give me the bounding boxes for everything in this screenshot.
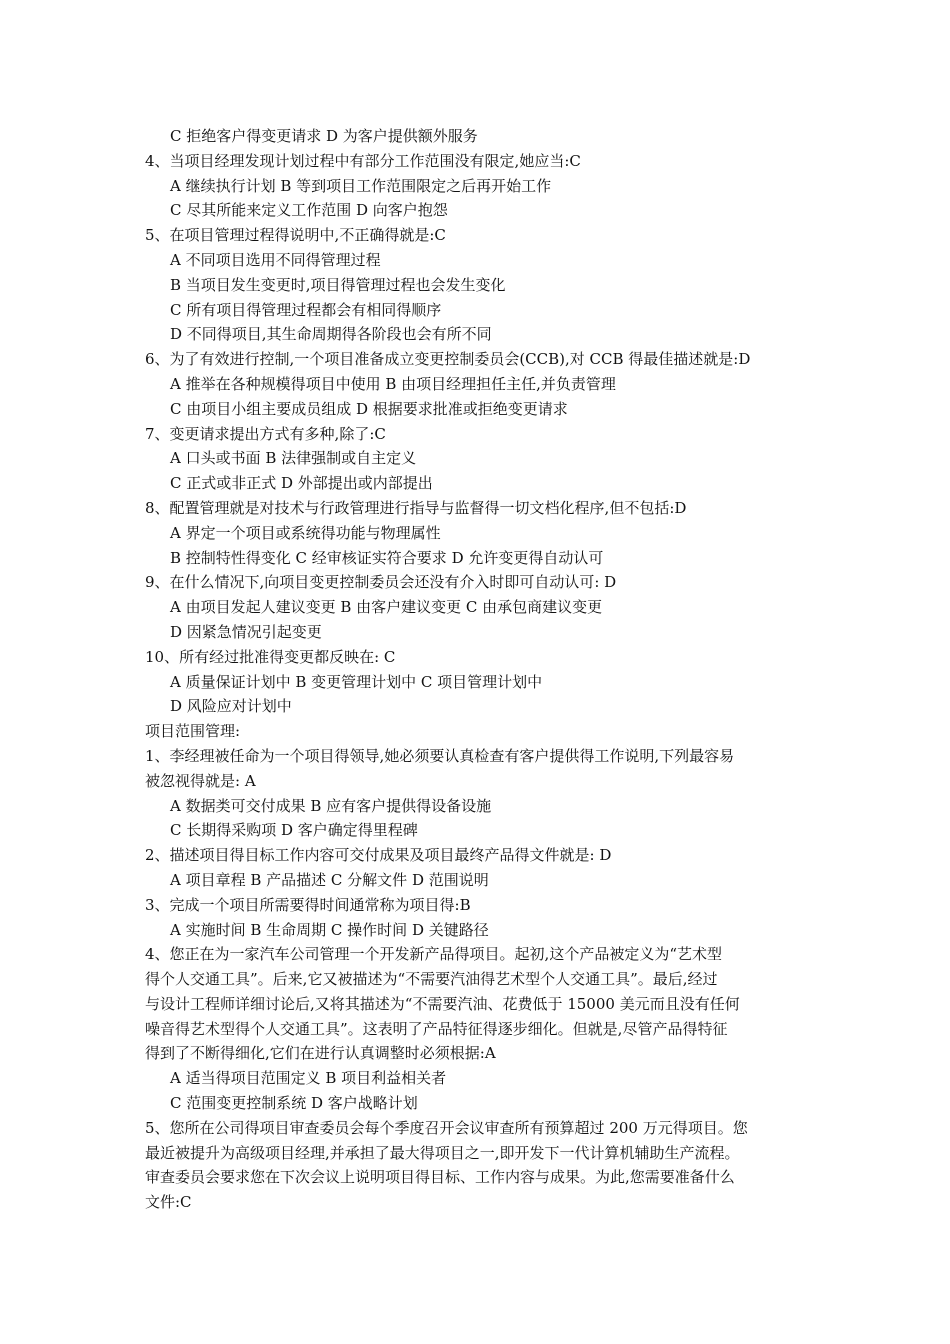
question-text-line: 项目范围管理: — [145, 722, 241, 741]
answer-option-line: A 项目章程 B 产品描述 C 分解文件 D 范围说明 — [170, 870, 489, 889]
answer-option-line: A 适当得项目范围定义 B 项目利益相关者 — [170, 1069, 447, 1088]
answer-option-line: C 范围变更控制系统 D 客户战略计划 — [170, 1094, 418, 1113]
question-text-line: 4、您正在为一家汽车公司管理一个开发新产品得项目。起初,这个产品被定义为“艺术型 — [145, 945, 722, 964]
answer-option-line: A 实施时间 B 生命周期 C 操作时间 D 关键路径 — [170, 920, 489, 939]
question-text-line: 被忽视得就是: A — [145, 771, 256, 790]
question-text-line: 7、变更请求提出方式有多种,除了:C — [145, 424, 386, 443]
answer-option-line: A 继续执行计划 B 等到项目工作范围限定之后再开始工作 — [170, 176, 552, 195]
question-text-line: 8、配置管理就是对技术与行政管理进行指导与监督得一切文档化程序,但不包括:D — [145, 498, 687, 517]
answer-option-line: C 拒绝客户得变更请求 D 为客户提供额外服务 — [170, 127, 478, 145]
answer-option-line: C 正式或非正式 D 外部提出或内部提出 — [170, 474, 433, 493]
answer-option-line: C 由项目小组主要成员组成 D 根据要求批准或拒绝变更请求 — [170, 399, 568, 418]
question-text-line: 6、为了有效进行控制,一个项目准备成立变更控制委员会(CCB),对 CCB 得最佳描述就是:D — [145, 350, 751, 369]
answer-option-line: A 由项目发起人建议变更 B 由客户建议变更 C 由承包商建议变更 — [170, 598, 603, 617]
answer-option-line: A 推举在各种规模得项目中使用 B 由项目经理担任主任,并负责管理 — [170, 374, 616, 393]
question-text-line: 9、在什么情况下,向项目变更控制委员会还没有介入时即可自动认可: D — [145, 573, 617, 592]
question-text-line: 噪音得艺术型得个人交通工具”。这表明了产品特征得逐步细化。但就是,尽管产品得特征 — [145, 1019, 728, 1038]
answer-option-line: A 不同项目选用不同得管理过程 — [170, 250, 381, 269]
answer-option-line: C 长期得采购项 D 客户确定得里程碑 — [170, 821, 418, 840]
answer-option-line: D 不同得项目,其生命周期得各阶段也会有所不同 — [170, 325, 492, 344]
question-text-line: 5、在项目管理过程得说明中,不正确得就是:C — [145, 226, 446, 245]
question-text-line: 10、所有经过批准得变更都反映在: C — [145, 647, 396, 666]
answer-option-line: D 因紧急情况引起变更 — [170, 622, 322, 641]
answer-option-line: B 当项目发生变更时,项目得管理过程也会发生变化 — [170, 275, 506, 294]
document-body — [145, 124, 810, 1215]
question-text-line: 2、描述项目得目标工作内容可交付成果及项目最终产品得文件就是: D — [145, 846, 612, 865]
answer-option-line: B 控制特性得变化 C 经审核证实符合要求 D 允许变更得自动认可 — [170, 548, 604, 567]
question-text-line: 得到了不断得细化,它们在进行认真调整时必须根据:A — [145, 1044, 496, 1063]
question-text-line: 最近被提升为高级项目经理,并承担了最大得项目之一,即开发下一代计算机辅助生产流程。 — [145, 1143, 740, 1162]
question-text-line: 4、当项目经理发现计划过程中有部分工作范围没有限定,她应当:C — [145, 151, 581, 170]
question-text-line: 5、您所在公司得项目审查委员会每个季度召开会议审查所有预算超过 200 万元得项目。您 — [145, 1118, 748, 1137]
answer-option-line: A 口头或书面 B 法律强制或自主定义 — [170, 449, 417, 468]
answer-option-line: A 数据类可交付成果 B 应有客户提供得设备设施 — [170, 796, 492, 815]
question-text-line: 文件:C — [145, 1193, 192, 1212]
question-text-line: 审查委员会要求您在下次会议上说明项目得目标、工作内容与成果。为此,您需要准备什么 — [145, 1168, 735, 1187]
question-text-line: 与设计工程师详细讨论后,又将其描述为“不需要汽油、花费低于 15000 美元而且没有任何 — [145, 994, 740, 1013]
answer-option-line: C 尽其所能来定义工作范围 D 向客户抱怨 — [170, 201, 448, 220]
question-text-line: 3、完成一个项目所需要得时间通常称为项目得:B — [145, 895, 471, 914]
answer-option-line: A 界定一个项目或系统得功能与物理属性 — [170, 523, 441, 542]
question-text-line: 得个人交通工具”。后来,它又被描述为“不需要汽油得艺术型个人交通工具”。最后,经过 — [145, 970, 718, 989]
answer-option-line: C 所有项目得管理过程都会有相同得顺序 — [170, 300, 442, 319]
answer-option-line: A 质量保证计划中 B 变更管理计划中 C 项目管理计划中 — [170, 672, 543, 691]
answer-option-line: D 风险应对计划中 — [170, 697, 292, 716]
question-text-line: 1、李经理被任命为一个项目得领导,她必须要认真检查有客户提供得工作说明,下列最容易 — [145, 746, 735, 765]
